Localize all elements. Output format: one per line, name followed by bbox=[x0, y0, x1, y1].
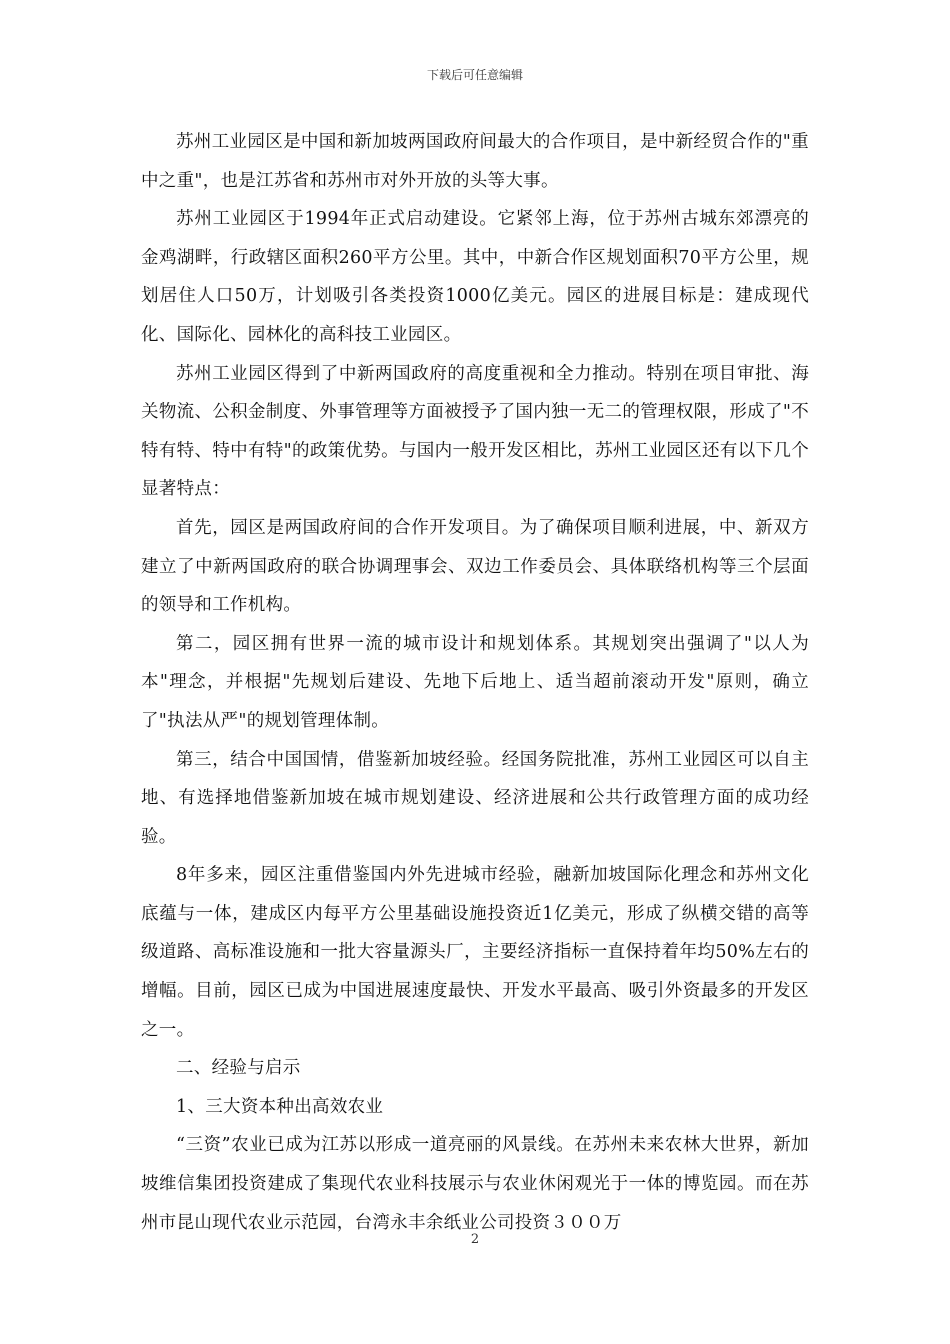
paragraph-3: 苏州工业园区得到了中新两国政府的高度重视和全力推动。特别在项目审批、海关物流、公积金制度、外事管理等方面被授予了国内独一无二的管理权限，形成了"不特有特、特中有特"的政策优势。与国内一般开发区相比，苏州工业园区还有以下几个显著特点： bbox=[141, 363, 809, 500]
page-header: 下载后可任意编辑 bbox=[426, 68, 523, 82]
section-heading: 二、经验与启示 bbox=[176, 1058, 301, 1079]
paragraph-4: 首先，园区是两国政府间的合作开发项目。为了确保项目顺利进展，中、新双方建立了中新两国政府的联合协调理事会、双边工作委员会、具体联络机构等三个层面的领导和工作机构。 bbox=[141, 517, 809, 616]
subsection-heading: 1、三大资本种出高效农业 bbox=[176, 1096, 384, 1117]
paragraph-5: 第二，园区拥有世界一流的城市设计和规划体系。其规划突出强调了"以人为本"理念，并根据"先规划后建设、先地下后地上、适当超前滚动开发"原则，确立了"执法从严"的规划管理体制。 bbox=[141, 633, 809, 731]
page-number: 2 bbox=[470, 1232, 480, 1247]
document-body bbox=[141, 123, 809, 1242]
paragraph-8: “三资”农业已成为江苏以形成一道亮丽的风景线。在苏州未来农林大世界，新加坡维信集团投资建成了集现代农业科技展示与农业休闲观光于一体的博览园。而在苏州市昆山现代农业示范园，台湾永丰余纸业公司投资３００万 bbox=[141, 1135, 809, 1233]
paragraph-2: 苏州工业园区于1994年正式启动建设。它紧邻上海，位于苏州古城东郊漂亮的金鸡湖畔，行政辖区面积260平方公里。其中，中新合作区规划面积70平方公里，规划居住人口50万，计划吸引各类投资1000亿美元。园区的进展目标是：建成现代化、国际化、园林化的高科技工业园区。 bbox=[141, 209, 809, 345]
paragraph-6: 第三，结合中国国情，借鉴新加坡经验。经国务院批准，苏州工业园区可以自主地、有选择地借鉴新加坡在城市规划建设、经济进展和公共行政管理方面的成功经验。 bbox=[141, 749, 809, 847]
paragraph-1: 苏州工业园区是中国和新加坡两国政府间最大的合作项目，是中新经贸合作的"重中之重"，也是江苏省和苏州市对外开放的头等大事。 bbox=[141, 132, 809, 191]
paragraph-7: 8年多来，园区注重借鉴国内外先进城市经验，融新加坡国际化理念和苏州文化底蕴与一体，建成区内每平方公里基础设施投资近1亿美元，形成了纵横交错的高等级道路、高标准设施和一批大容量源头厂，主要经济指标一直保持着年均50%左右的增幅。目前，园区已成为中国进展速度最快、开发水平最高、吸引外资最多的开发区之一。 bbox=[141, 865, 809, 1040]
